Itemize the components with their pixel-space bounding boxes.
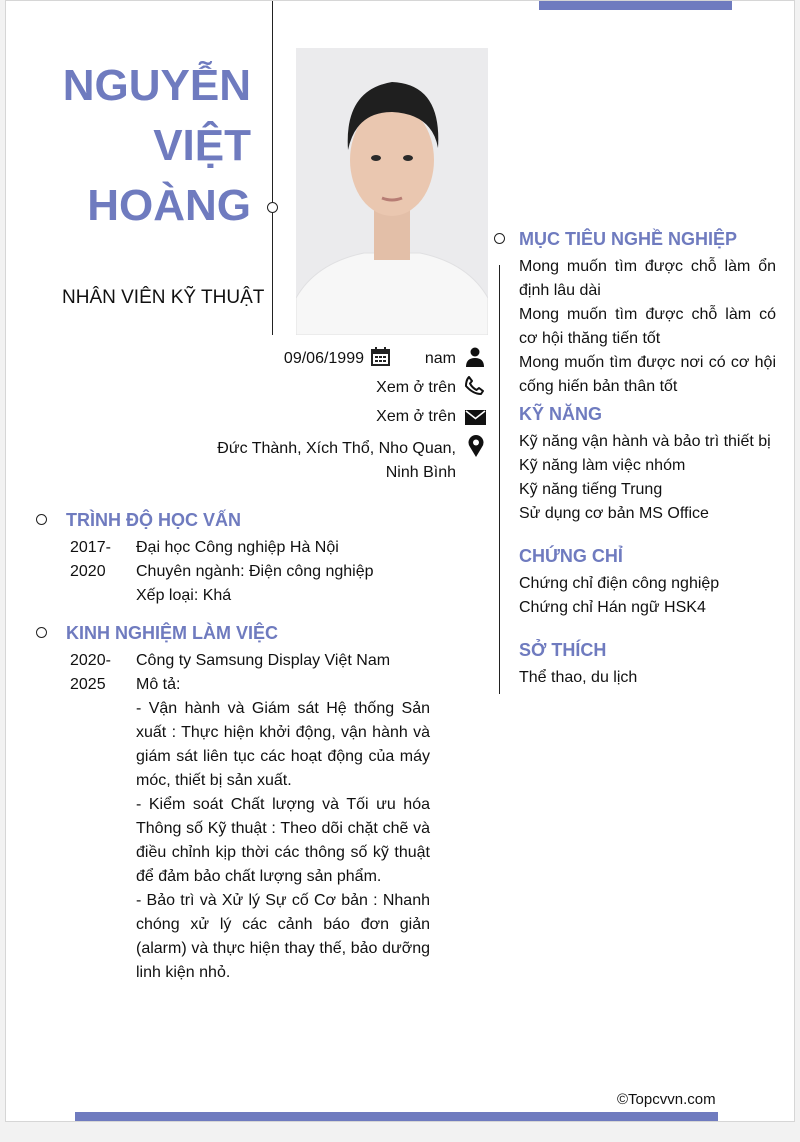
- top-accent-bar: [539, 1, 732, 10]
- education-dot: [36, 514, 47, 525]
- location-pin-icon: [468, 435, 484, 458]
- calendar-icon: [371, 347, 390, 366]
- right-column-divider: [499, 265, 500, 694]
- experience-item: - Bảo trì và Xử lý Sự cố Cơ bản : Nhanh chóng xử lý các cảnh báo đơn giản (alarm) và thực hiện thay thế, bảo dưỡng linh kiện nhỏ.: [136, 892, 430, 981]
- education-title: TRÌNH ĐỘ HỌC VẤN: [66, 510, 241, 530]
- profile-photo: [296, 48, 488, 335]
- address-line: Ninh Bình: [385, 464, 456, 481]
- dob-text: 09/06/1999: [283, 350, 364, 367]
- objective-list: [519, 255, 776, 399]
- period-line: 2020: [70, 563, 106, 580]
- skill-item: Kỹ năng làm việc nhóm: [519, 457, 686, 474]
- bottom-accent-bar: [75, 1112, 718, 1121]
- phone-text: Xem ở trên: [376, 379, 456, 396]
- name-line: NGUYỄN: [62, 61, 251, 110]
- name-line: VIỆT: [153, 121, 251, 170]
- gender-text: nam: [424, 350, 456, 367]
- header-divider-dot: [267, 202, 278, 213]
- person-icon: [466, 347, 484, 367]
- candidate-name: [63, 56, 251, 236]
- education-details: [136, 536, 374, 608]
- name-line: HOÀNG: [87, 181, 251, 230]
- experience-desc-label: Mô tả:: [136, 676, 181, 693]
- objective-item: Mong muốn tìm được chỗ làm có cơ hội thăng tiến tốt: [519, 306, 776, 347]
- period-line: 2020-: [70, 652, 111, 669]
- objective-item: Mong muốn tìm được chỗ làm ổn định lâu dài: [519, 258, 776, 299]
- certificate-item: Chứng chỉ điện công nghiệp: [519, 575, 720, 592]
- experience-company: Công ty Samsung Display Việt Nam: [136, 652, 391, 669]
- certificates-list: [519, 572, 719, 620]
- skills-list: [519, 430, 771, 526]
- skill-item: Sử dụng cơ bản MS Office: [519, 505, 709, 522]
- address-line: Đức Thành, Xích Thổ, Nho Quan,: [217, 440, 456, 457]
- skill-item: Kỹ năng vận hành và bảo trì thiết bị: [519, 433, 771, 450]
- hobby-item: Thể thao, du lịch: [519, 669, 638, 686]
- phone-icon: [465, 376, 484, 395]
- education-grade: Xếp loại: Khá: [136, 587, 232, 604]
- skill-item: Kỹ năng tiếng Trung: [519, 481, 663, 498]
- experience-item: - Kiểm soát Chất lượng và Tối ưu hóa Thông số Kỹ thuật : Theo dõi chặt chẽ và điều chỉnh kịp thời các thông số kỹ thuật để đảm bảo chất lượng sản phẩm.: [136, 796, 430, 885]
- header-divider: [272, 1, 273, 335]
- experience-details: [136, 649, 430, 985]
- certificate-item: Chứng chỉ Hán ngữ HSK4: [519, 599, 706, 616]
- objective-item: Mong muốn tìm được nơi có cơ hội cống hiến bản thân tốt: [519, 354, 776, 395]
- objective-dot: [494, 233, 505, 244]
- experience-item: - Vận hành và Giám sát Hệ thống Sản xuất : Thực hiện khởi động, vận hành và giám sát liên tục các hoạt động của máy móc, thiết bị sản xuất.: [136, 700, 430, 789]
- job-title: NHÂN VIÊN KỸ THUẬT: [62, 287, 265, 308]
- email-text: Xem ở trên: [376, 408, 456, 425]
- experience-dot: [36, 627, 47, 638]
- hobbies-title: SỞ THÍCH: [519, 640, 607, 660]
- education-major: Chuyên ngành: Điện công nghiệp: [136, 563, 374, 580]
- certificates-title: CHỨNG CHỈ: [519, 546, 623, 566]
- period-line: 2017-: [70, 539, 111, 556]
- watermark: ©Topcvvn.com: [617, 1091, 716, 1108]
- experience-title: KINH NGHIỆM LÀM VIỆC: [66, 623, 279, 643]
- objective-title: MỤC TIÊU NGHỀ NGHIỆP: [519, 229, 738, 249]
- education-period: [70, 536, 111, 584]
- hobbies-list: [519, 666, 637, 690]
- experience-period: [70, 649, 111, 697]
- cv-page: [5, 0, 795, 1122]
- period-line: 2025: [70, 676, 106, 693]
- envelope-icon: [465, 410, 486, 425]
- address-text: [217, 437, 456, 485]
- education-school: Đại học Công nghiệp Hà Nội: [136, 539, 339, 556]
- skills-title: KỸ NĂNG: [519, 404, 603, 424]
